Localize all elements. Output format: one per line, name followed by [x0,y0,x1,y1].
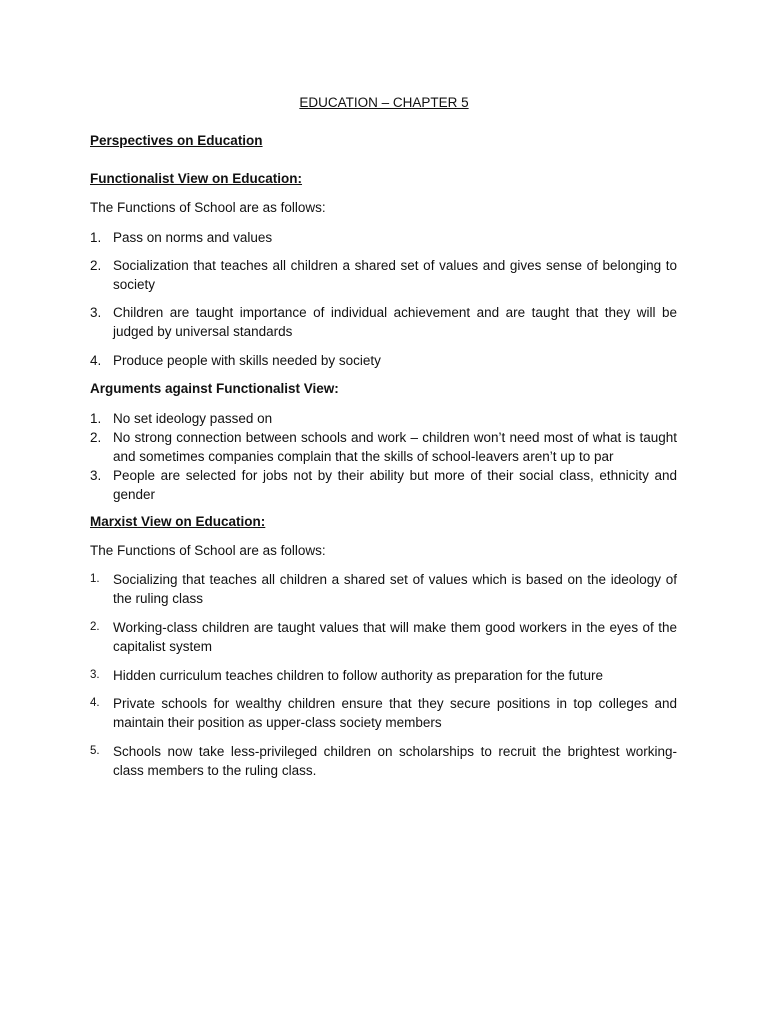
list-item [90,666,677,685]
list-item [90,742,677,780]
section-heading: Perspectives on Education [90,133,263,148]
list-text: Socialization that teaches all children a shared set of values and gives sense of belonging to society [113,258,677,292]
list-number: 5. [90,745,100,757]
list-text: Schools now take less-privileged children on scholarships to recruit the brightest working-class members to the ruling class. [113,744,677,778]
arguments-heading: Arguments against Functionalist View: [90,381,339,396]
list-text: Pass on norms and values [113,230,273,245]
list-number: 4. [90,353,102,368]
functionalist-intro: The Functions of School are as follows: [90,200,326,215]
list-number: 3. [90,468,102,483]
list-number: 2. [90,430,102,445]
list-item [90,409,677,428]
list-item [90,466,677,504]
list-item [90,256,677,294]
list-item [90,428,677,466]
list-item [90,694,677,732]
list-item [90,570,677,608]
list-number: 1. [90,411,102,426]
document-title: EDUCATION – CHAPTER 5 [299,95,469,110]
list-text: Socializing that teaches all children a shared set of values which is based on the ideology of the ruling class [113,572,677,606]
list-number: 1. [90,573,100,585]
list-number: 2. [90,621,100,633]
list-text: No strong connection between schools and work – children won’t need most of what is taught and sometimes companies complain that the skills of school-leavers aren’t up to par [113,430,677,464]
list-text: No set ideology passed on [113,411,273,426]
marxist-heading: Marxist View on Education: [90,514,266,529]
list-number: 1. [90,230,102,245]
list-number: 2. [90,258,102,273]
list-number: 3. [90,669,100,681]
functionalist-heading: Functionalist View on Education: [90,171,303,186]
list-item [90,303,677,341]
list-text: Hidden curriculum teaches children to follow authority as preparation for the future [113,668,604,683]
list-item [90,618,677,656]
list-text: Private schools for wealthy children ensure that they secure positions in top colleges and maintain their position as upper-class society members [113,696,677,730]
list-number: 3. [90,305,102,320]
list-text: Children are taught importance of individual achievement and are taught that they will be judged by universal standards [113,305,677,339]
list-item [90,228,677,247]
list-item [90,351,677,370]
list-number: 4. [90,697,100,709]
marxist-intro: The Functions of School are as follows: [90,543,326,558]
list-text: Working-class children are taught values that will make them good workers in the eyes of the capitalist system [113,620,677,654]
list-text: People are selected for jobs not by their ability but more of their social class, ethnicity and gender [113,468,677,502]
list-text: Produce people with skills needed by society [113,353,381,368]
